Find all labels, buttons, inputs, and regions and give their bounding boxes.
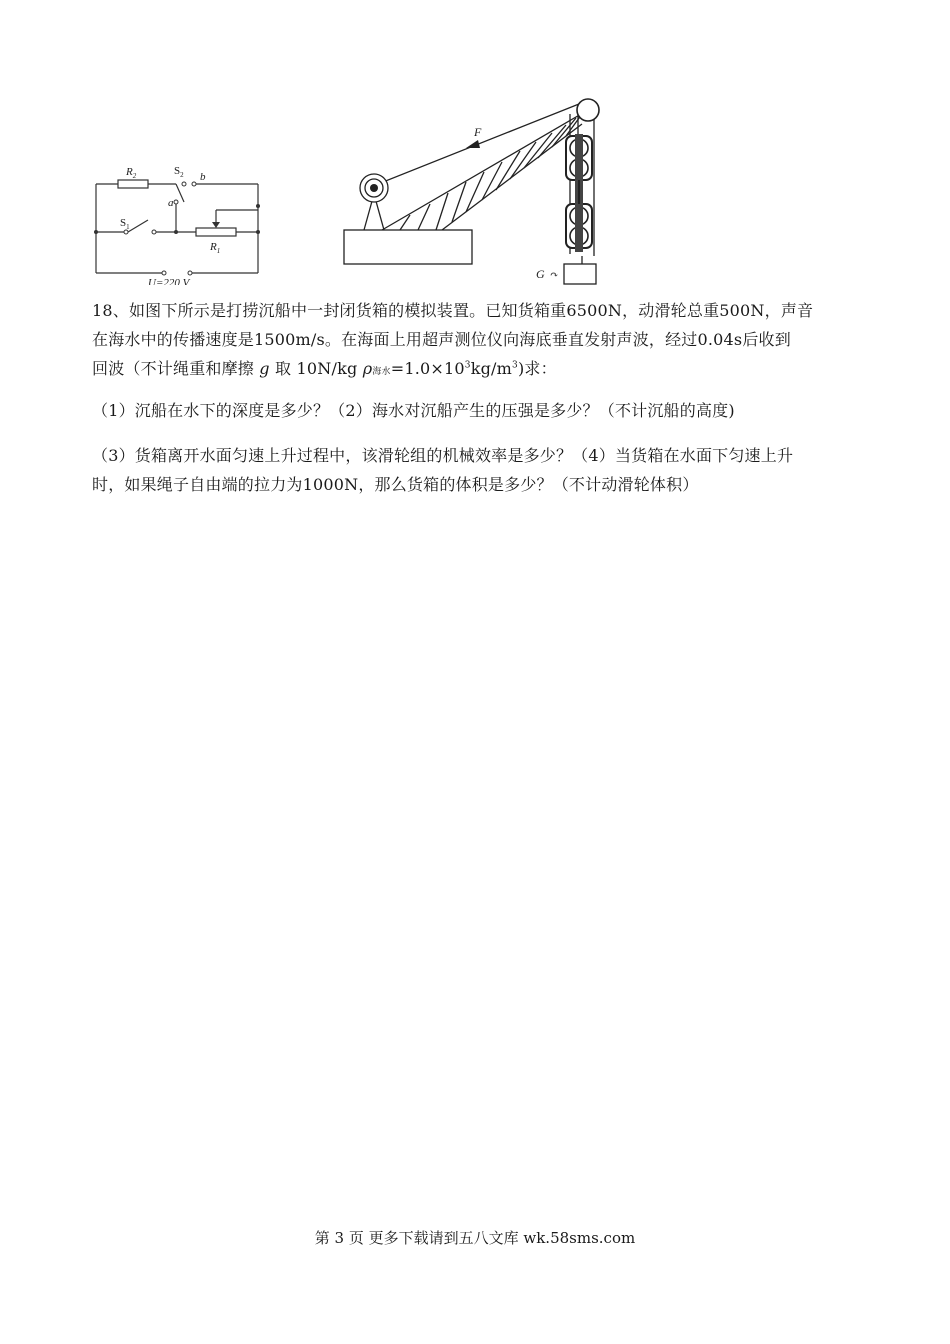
q18-line-2: 在海水中的传播速度是1500m/s。在海面上用超声测位仪向海底垂直发射声波，经过0.04s后收到 [92,330,791,349]
s1-subscript: 1 [126,223,130,231]
question-18-parts-3-4 [92,441,860,499]
question-18-stem [92,296,860,387]
density-exponent: 3 [464,360,471,371]
q18-parts-3-4-line-1: （3）货箱离开水面匀速上升过程中，该滑轮组的机械效率是多少？（4）当货箱在水面下匀速上升 [92,446,794,465]
q18-line-1: 18、如图下所示是打捞沉船中一封闭货箱的模拟装置。已知货箱重6500N，动滑轮总重500N，声音 [92,301,814,320]
q18-line-3-end: )求： [517,359,557,378]
svg-text:↷: ↷ [550,270,559,281]
q18-parts-1-2-text: （1）沉船在水下的深度是多少？（2）海水对沉船产生的压强是多少？（不计沉船的高度) [92,401,735,420]
crane-diagram [338,96,618,288]
r1-label: R [210,241,217,253]
rho-subscript: 海水 [372,367,391,377]
question-18-parts-1-2 [92,396,860,425]
r1-subscript: 1 [216,247,221,255]
q18-line-3-start: 回波（不计绳重和摩擦 [92,359,260,378]
terminal-b-label: b [200,171,206,183]
r2-label: R [126,166,133,178]
s1-label: S [120,217,127,229]
svg-text:R2 [125,166,137,180]
circuit-diagram [88,160,268,285]
density-unit: kg/m [470,359,512,378]
weight-label: G [536,267,545,281]
svg-text:S2 [174,165,184,179]
q18-line-3 [92,354,860,387]
r2-subscript: 2 [132,172,137,180]
svg-text:S1 [120,217,130,231]
page-footer: 第 3 页 更多下载请到五八文库 wk.58sms.com [314,1229,636,1247]
svg-text:R1 [209,241,220,255]
s2-label: S [174,165,181,177]
terminal-a-label: a [168,197,174,209]
rho-symbol: ρ [362,359,373,378]
g-symbol: g [259,359,270,378]
force-label: F [474,125,482,139]
q18-line-3-g-value: 取 10N/kg [269,359,363,378]
s2-subscript: 2 [180,171,184,179]
density-value: =1.0×10 [390,359,465,378]
unit-exponent: 3 [512,360,518,371]
voltage-label: U=220 V [148,277,190,285]
q18-parts-3-4-line-2: 时，如果绳子自由端的拉力为1000N，那么货箱的体积是多少？（不计动滑轮体积） [92,475,699,494]
